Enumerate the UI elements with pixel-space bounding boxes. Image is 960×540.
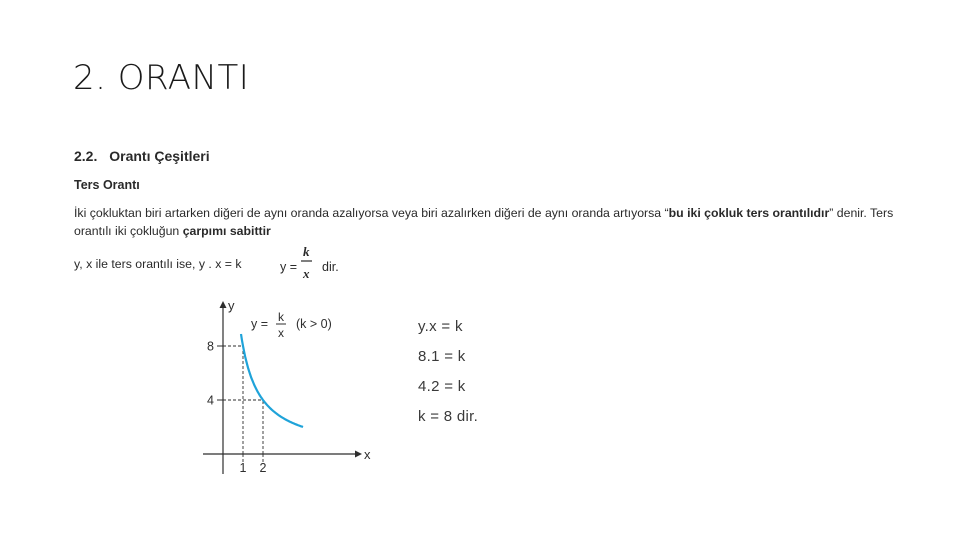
x-tick-label-1: 1 (239, 461, 247, 475)
fraction-lhs: y = (280, 260, 298, 274)
equation-lead: y, x ile ters orantılı ise, y . x = k (74, 257, 242, 271)
section-heading (74, 148, 210, 164)
definition-paragraph (74, 204, 904, 240)
solution-line-1: y.x = k (418, 318, 463, 335)
fraction-numerator: k (303, 246, 310, 259)
equation-tail: dir. (322, 260, 339, 274)
solution-line-4: k = 8 dir. (418, 408, 479, 425)
y-axis-label: y (228, 298, 235, 313)
paragraph-text-2: ” denir. Ters orantılı iki çokluğun (74, 206, 894, 238)
section-title: Orantı Çeşitleri (109, 148, 210, 164)
slide-title: 2. ORANTI (73, 58, 250, 98)
x-tick-label-2: 2 (259, 461, 267, 475)
paragraph-bold-2: çarpımı sabittir (182, 224, 271, 238)
x-axis-label: x (364, 447, 371, 462)
solution-line-2: 8.1 = k (418, 348, 466, 365)
inverse-proportion-chart (195, 292, 380, 477)
solution-line-3: 4.2 = k (418, 378, 466, 395)
x-axis-arrow (355, 451, 362, 458)
chart-ticks (207, 340, 267, 476)
paragraph-text-1: İki çokluktan biri artarken diğeri de aynı oranda azalıyorsa veya biri azalırken diğeri de aynı oranda artıyorsa “ (74, 206, 669, 220)
curve-label-condition: (k > 0) (296, 317, 332, 331)
curve-label-numerator: k (278, 310, 284, 324)
paragraph-bold-1: bu iki çokluk ters orantılıdır (668, 206, 830, 220)
curve-label-lhs: y = (251, 317, 269, 331)
equation-fraction (280, 246, 350, 286)
subsection-heading: Ters Orantı (74, 178, 140, 192)
chart-labels (228, 298, 371, 462)
y-tick-label-4: 4 (207, 393, 214, 408)
y-axis-arrow (220, 301, 227, 308)
chart-guides (223, 346, 263, 462)
y-tick-label-8: 8 (207, 339, 214, 354)
section-number: 2.2. (74, 148, 98, 164)
curve-label-denominator: x (278, 326, 284, 340)
equation-line (74, 257, 242, 271)
inverse-curve (241, 334, 303, 427)
fraction-denominator: x (303, 266, 310, 281)
